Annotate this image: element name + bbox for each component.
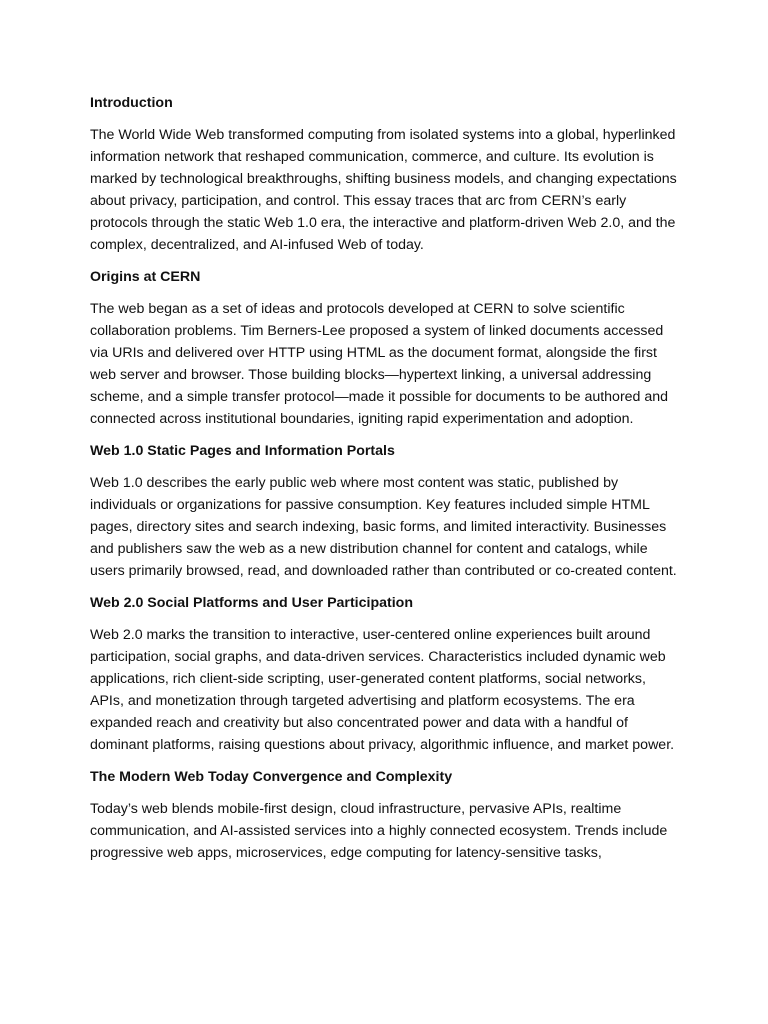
- section-body-modern-web: Today’s web blends mobile-first design, cloud infrastructure, pervasive APIs, realtime communication, and AI-assisted services into a highly connected ecosystem. Trends include progressive web apps, microservices, edge computing for latency-sensitive tasks,: [90, 801, 668, 861]
- section-body-web-2-0: Web 2.0 marks the transition to interactive, user-centered online experiences built around participation, social graphs, and data-driven services. Characteristics included dynamic web applications, rich client-side scripting, user-generated content platforms, social networks, APIs, and monetization through targeted advertising and platform ecosystems. The era expanded reach and creativity but also concentrated power and data with a handful of dominant platforms, raising questions about privacy, algorithmic influence, and market power.: [90, 627, 675, 753]
- section-heading-introduction: Introduction: [90, 95, 173, 111]
- section-body-introduction: The World Wide Web transformed computing from isolated systems into a global, hyperlinked information network that reshaped communication, commerce, and culture. Its evolution is marked by technological breakthroughs, shifting business models, and changing expectations about privacy, participation, and control. This essay traces that arc from CERN’s early protocols through the static Web 1.0 era, the interactive and platform-driven Web 2.0, and the complex, decentralized, and AI-infused Web of today.: [90, 127, 677, 253]
- section-heading-web-2-0: Web 2.0 Social Platforms and User Participation: [90, 595, 413, 611]
- section-body-web-1-0: Web 1.0 describes the early public web where most content was static, published by individuals or organizations for passive consumption. Key features included simple HTML pages, directory sites and search indexing, basic forms, and limited interactivity. Businesses and publishers saw the web as a new distribution channel for content and catalogs, while users primarily browsed, read, and downloaded rather than contributed or co-created content.: [90, 475, 677, 579]
- section-heading-origins-at-cern: Origins at CERN: [90, 269, 201, 285]
- section-heading-modern-web: The Modern Web Today Convergence and Complexity: [90, 769, 453, 785]
- section-body-origins-at-cern: The web began as a set of ideas and protocols developed at CERN to solve scientific collaboration problems. Tim Berners-Lee proposed a system of linked documents accessed via URIs and delivered over HTTP using HTML as the document format, alongside the first web server and browser. Those building blocks—hypertext linking, a universal addressing scheme, and a simple transfer protocol—made it possible for documents to be authored and connected across institutional boundaries, igniting rapid experimentation and adoption.: [90, 301, 669, 427]
- section-heading-web-1-0: Web 1.0 Static Pages and Information Portals: [90, 443, 395, 459]
- document-page: [90, 92, 682, 864]
